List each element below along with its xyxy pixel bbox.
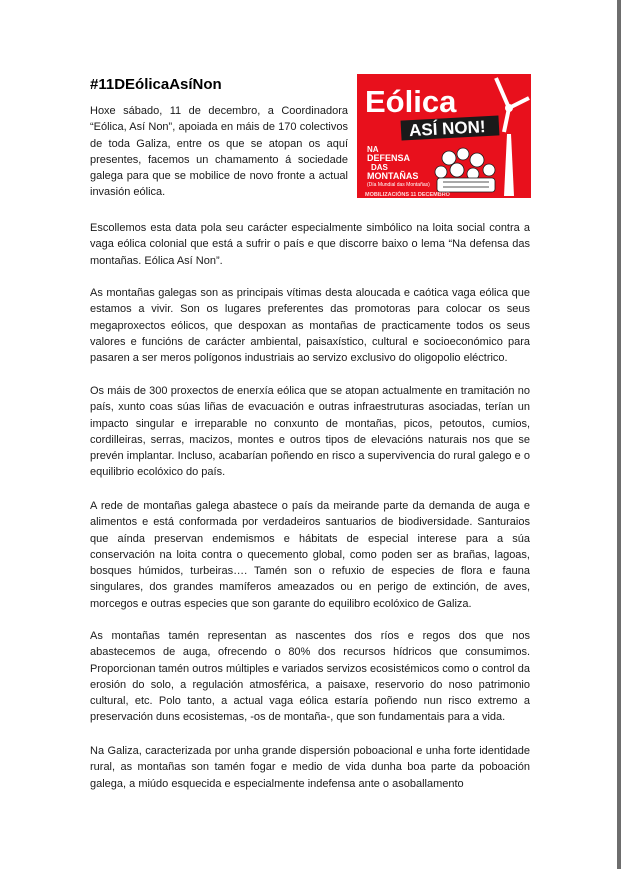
paragraph-3: As montañas galegas son as principais vítimas desta aloucada e caótica vaga eólica que estamos a vivir. Son os lugares preferentes das promotoras para colocar os seus megaproxectos eólicos, que despoxan as montañas de practicamente todos os seus valores e funcións de carácter ambiental, paisaxístico, cultural e socioeconómico para pasaren a ser meros polígonos industriais ao servizo exclusivo do oligopolio eléctrico. bbox=[90, 287, 530, 365]
svg-text:DEFENSA: DEFENSA bbox=[367, 153, 411, 163]
document-heading: #11DEólicaAsíNon bbox=[90, 76, 222, 93]
paragraph-2: Escollemos esta data pola seu carácter especialmente simbólico na loita social contra a vaga eólica colonial que está a sufrir o país e que discorre baixo o lema “Na defensa das montañas. Eólica Así Non”. bbox=[90, 222, 530, 267]
svg-text:(Día Mundial das Montañas): (Día Mundial das Montañas) bbox=[367, 182, 430, 188]
svg-text:MONTAÑAS: MONTAÑAS bbox=[367, 171, 419, 181]
svg-text:MOBILIZACIÓNS 11 DECEMBRO: MOBILIZACIÓNS 11 DECEMBRO bbox=[365, 192, 450, 198]
paragraph-6: As montañas tamén representan as nascentes dos ríos e regos dos que nos abastecemos de auga, ofrecendo o 80% dos recursos hídricos que consumimos. Proporcionan tamén outros múltiples e variados servizos ecosistémicos como o control da erosión do solo, a regulación atmosférica, a paisaxe, reservorio do noso patrimonio cultural, etc. Polo tanto, a actual vaga eólica estaría poñendo nun risco extremo a preservación duns ecosistemas, -os de montaña-, que son fundamentais para a vida. bbox=[90, 630, 530, 724]
viewer-background bbox=[617, 0, 621, 869]
paragraph-4: Os máis de 300 proxectos de enerxía eólica que se atopan actualmente en tramitación no país, xunto coas súas liñas de evacuación e outras infraestruturas asociadas, terían un impacto singular e irreparable no conxunto de montañas, picos, petoutos, cumios, cordilleiras, serras, macizos, montes e outros tipos de elevacións naturais nos que se prevén implantar. Incluso, acabarían poñendo en risco a supervivencia do rural galego e o equilibrio ecolóxico do país. bbox=[90, 385, 530, 479]
eolica-asi-non-poster bbox=[357, 74, 531, 198]
paragraph-7: Na Galiza, caracterizada por unha grande dispersión poboacional e unha forte identidade rural, as montañas son tamén fogar e medio de vida dunha boa parte da poboación galega, a miúdo esquecida e especialmente indefensa ante o asoballamento bbox=[90, 745, 530, 790]
paragraph-5: A rede de montañas galega abastece o país da meirande parte da demanda de auga e alimentos e está conformada por verdadeiros santuarios de biodiversidade. Santuraios que aínda preservan endemismos e hábitats de especial interese para a súa conservación na loita contra o quecemento global, como poden ser as brañas, lagoas, bosques húmidos, turbeiras…. Tamén son o refuxio de especies de flora e fauna singulares, dos grandes mamíferos ameazados ou en perigo de extinción, de aves, morcegos e outras especies que son garante do equilibro ecolóxico de Galiza. bbox=[90, 500, 530, 610]
svg-text:DAS: DAS bbox=[371, 163, 388, 172]
svg-text:NA: NA bbox=[367, 145, 379, 154]
poster-graphic bbox=[357, 74, 531, 198]
poster-subtitle: ASÍ NON! bbox=[408, 117, 486, 141]
paragraph-1: Hoxe sábado, 11 de decembro, a Coordinadora “Eólica, Así Non”, apoiada en máis de 170 colectivos de toda Galiza, entre os que se atopan os aquí presentes, facemos un chamamento á sociedade galega para que se mobilice de novo fronte a actual invasión eólica. bbox=[90, 105, 348, 199]
poster-title: Eólica bbox=[365, 84, 457, 119]
